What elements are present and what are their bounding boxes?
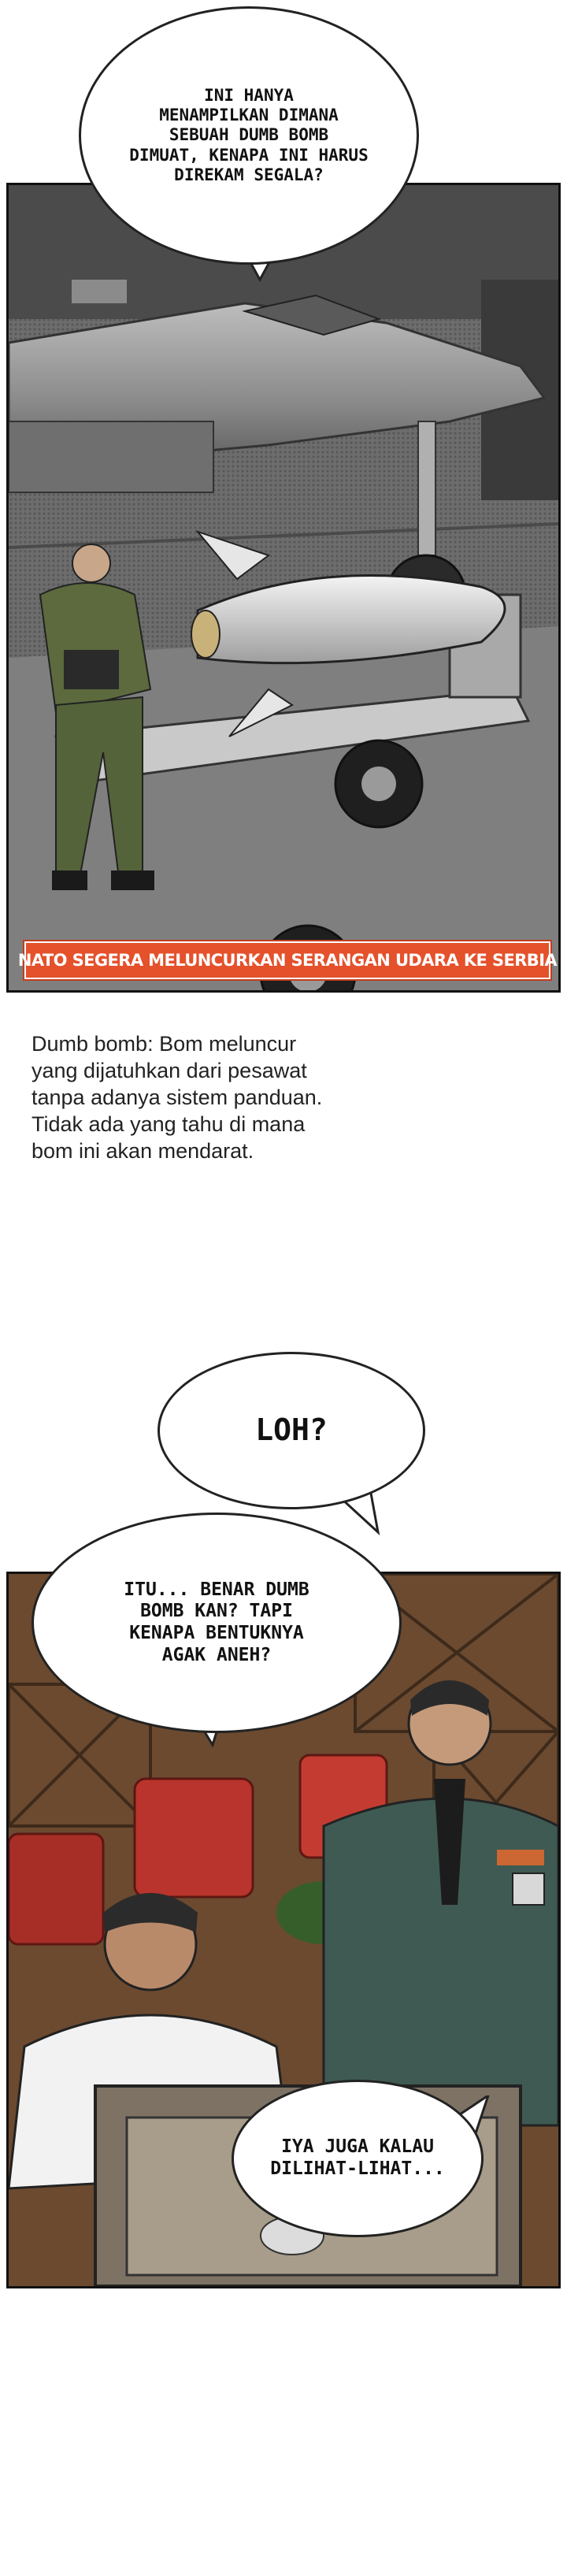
speech-bubble-loh [158,1352,425,1509]
translator-note: Dumb bomb: Bom meluncur yang dijatuhkan dari pesawat tanpa adanya sistem panduan. Tidak ada yang tahu di mana bom ini akan mendarat. [32,1032,323,1163]
soldier-head [72,544,110,582]
red-armchair-3 [9,1834,103,1944]
speech-text-intro: INI HANYA MENAMPILKAN DIMANA SEBUAH DUMB BOMB DIMUAT, KENAPA INI HARUS DIREKAM SEGALA? [129,86,369,184]
speech-text-reply: IYA JUGA KALAU DILIHAT-LIHAT... [270,2136,445,2179]
general-badge [513,1873,544,1905]
speech-bubble-question [32,1513,402,1733]
hangar-illustration [9,185,558,990]
caption-text: NATO SEGERA MELUNCURKAN SERANGAN UDARA KE SERBIA [17,951,558,970]
hangar-light [72,280,127,303]
red-armchair-1 [135,1779,253,1897]
soldier-boot-left [52,870,87,890]
caption-banner [17,941,558,979]
landing-gear [418,421,435,555]
speech-bubble-reply [232,2080,484,2237]
soldier-body [40,583,150,713]
aircraft-belly [9,421,213,492]
speech-bubble-intro [79,6,419,265]
soldier-bag [64,650,119,689]
speech-text-question: ITU... BENAR DUMB BOMB KAN? TAPI KENAPA BENTUKNYA AGAK ANEH? [124,1579,309,1665]
speech-text-loh: LOH? [255,1412,328,1448]
soldier-boot-right [111,870,154,890]
general-ribbons [497,1850,544,1865]
panel-hangar [6,183,561,993]
